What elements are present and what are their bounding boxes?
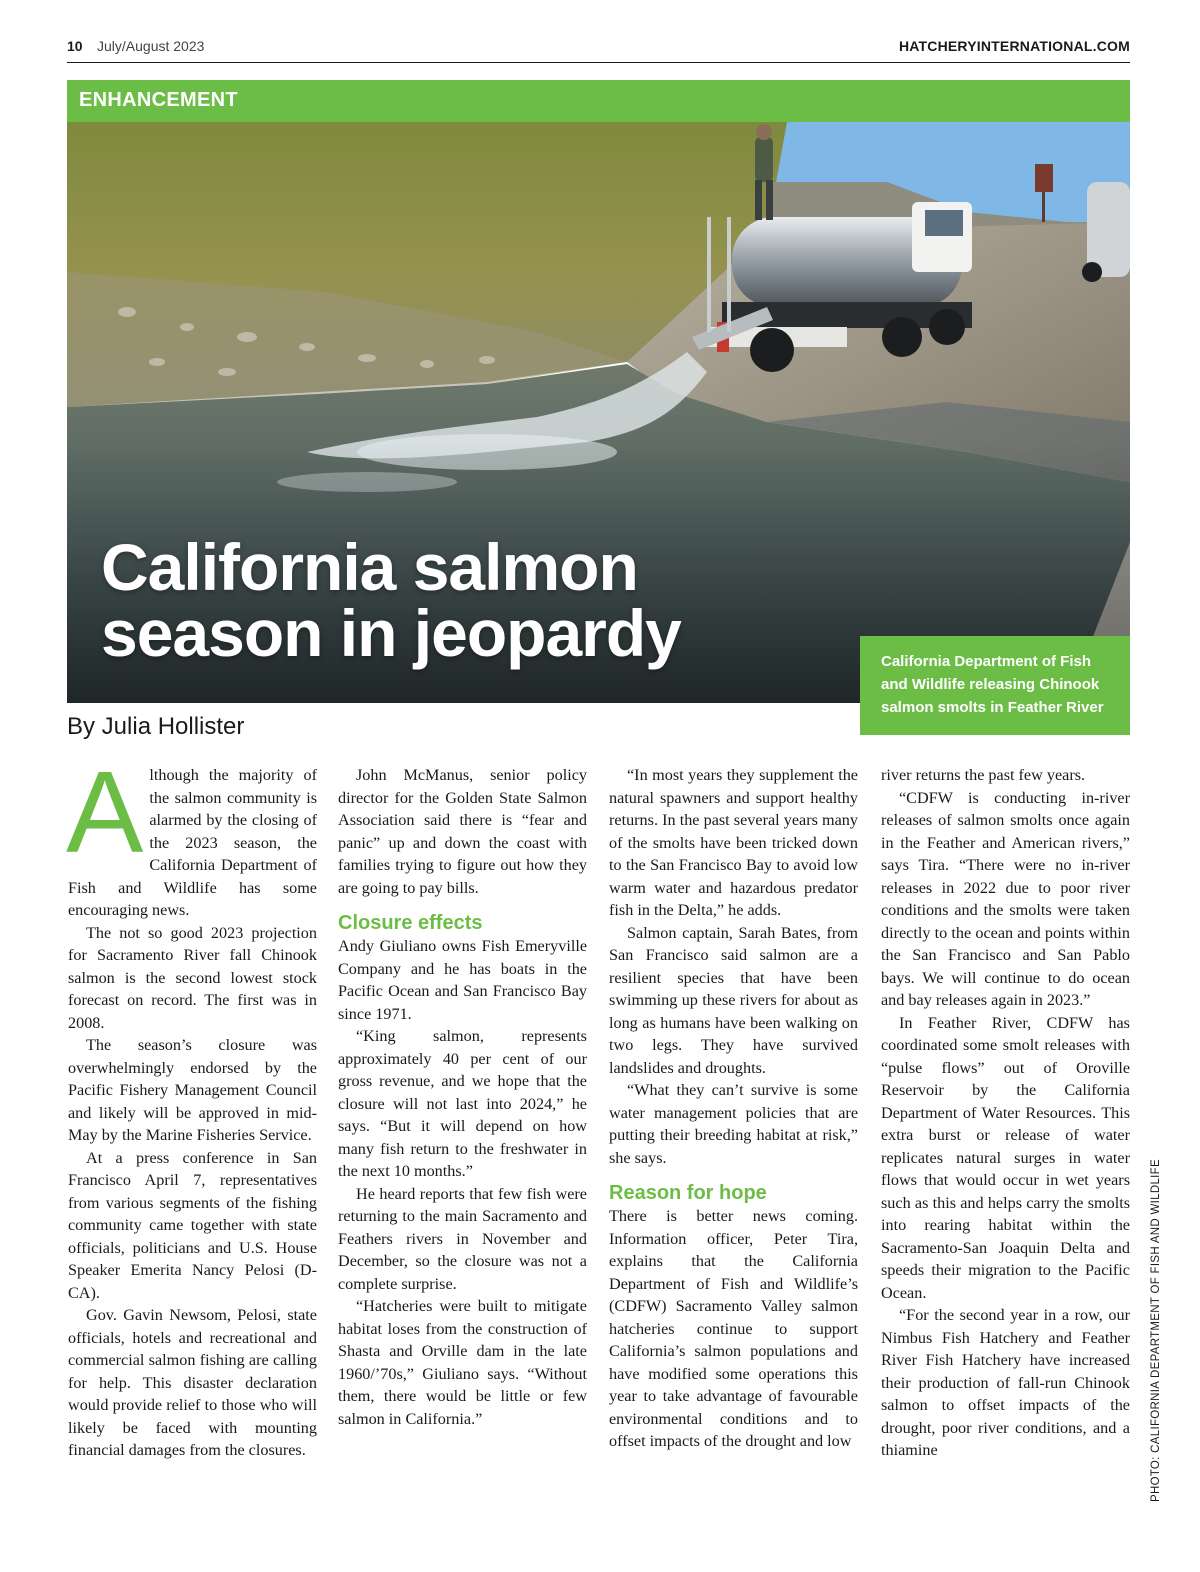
article-column-4: [881, 764, 1130, 1462]
article-column-3: [609, 764, 858, 1453]
section-label: ENHANCEMENT: [79, 89, 238, 111]
paragraph: “In most years they supplement the natural spawners and support healthy returns. In the past several years many of the smolts have been tricked down to the San Francisco Bay to avoid low warm water and hazardous predator fish in the Delta,” he adds.: [609, 766, 858, 919]
page-number: 10: [67, 38, 83, 54]
paragraph: river returns the past few years.: [881, 766, 1086, 784]
paragraph: “Hatcheries were built to mitigate habitat loses from the construction of Shasta and Orville dam in the late 1960/’70s,” Giuliano says. “Without them, there would be little or few salmon in California.”: [338, 1297, 587, 1428]
paragraph: “CDFW is conducting in-river releases of salmon smolts once again in the Feather and American rivers,” says Tira. “There were no in-river releases in 2022 due to poor river conditions and the smolts were taken directly to the ocean and points within the San Francisco and San Pablo bays. We will continue to do ocean and bay releases again in 2023.”: [881, 788, 1130, 1009]
paragraph: Andy Giuliano owns Fish Emeryville Company and he has boats in the Pacific Ocean and San Francisco Bay since 1971.: [338, 937, 587, 1023]
article-column-1: [66, 747, 317, 1462]
subhead-reason-for-hope: Reason for hope: [609, 1182, 767, 1204]
headline: [101, 530, 721, 670]
paragraph: “For the second year in a row, our Nimbus Fish Hatchery and Feather River Fish Hatchery have increased their production of fall-run Chinook salmon to offset impacts of the drought, poor river conditions, and a thiamine: [881, 1306, 1130, 1459]
photo-caption: California Department of Fish and Wildlife releasing Chinook salmon smolts in Feather River: [860, 636, 1130, 735]
paragraph: He heard reports that few fish were returning to the main Sacramento and Feathers rivers in November and December, so the closure was not a complete surprise.: [338, 1184, 587, 1293]
paragraph: The not so good 2023 projection for Sacramento River fall Chinook salmon is the second lowest stock forecast on record. The first was in 2008.: [68, 923, 317, 1032]
section-band: [67, 80, 1130, 122]
paragraph: Although the majority of the salmon community is alarmed by the closing of the 2023 season, the California Department of Fish and Wildlife has some encouraging news.: [66, 747, 317, 919]
paragraph: In Feather River, CDFW has coordinated some smolt releases with “pulse flows” out of Oroville Reservoir by the California Department of Water Resources. This extra burst or release of water replicates natural surges in water flows that would occur in wet years such as this and helps carry the smolts into rearing habitat within the Sacramento-San Joaquin Delta and speeds their migration to the Pacific Ocean.: [881, 1013, 1130, 1302]
paragraph: There is better news coming. Information officer, Peter Tira, explains that the California Department of Fish and Wildlife’s (CDFW) Sacramento Valley salmon hatcheries continue to support California’s salmon populations and have modified some operations this year to take advantage of favourable environmental conditions and to offset impacts of the drought and low: [609, 1207, 858, 1450]
drop-cap: A: [66, 747, 144, 877]
paragraph: The season’s closure was overwhelmingly endorsed by the Pacific Fishery Management Council and likely will be approved in mid-May by the Marine Fisheries Service.: [68, 1036, 317, 1144]
running-header: [67, 36, 1130, 63]
paragraph: “What they can’t survive is some water management policies that are putting their breeding habitat at risk,” she says.: [609, 1081, 858, 1167]
paragraph: “King salmon, represents approximately 40 per cent of our gross revenue, and we hope that the closure will not last into 2024,” he says. “But it will depend on how many fish return to the freshwater in the next 10 months.”: [338, 1027, 587, 1180]
byline: By Julia Hollister: [67, 713, 245, 740]
paragraph: Gov. Gavin Newsom, Pelosi, state officials, hotels and recreational and commercial salmon fishing are calling for help. This disaster declaration would provide relief to those who will likely be faced with mounting financial damages from the closures.: [68, 1306, 317, 1459]
paragraph: John McManus, senior policy director for the Golden State Salmon Association said there is “fear and panic” up and down the coast with families trying to figure out how they are going to pay bills.: [338, 766, 587, 897]
site-url: HATCHERYINTERNATIONAL.COM: [898, 38, 1130, 54]
hero-photo: [67, 122, 1130, 703]
subhead-closure-effects: Closure effects: [338, 912, 483, 934]
article-column-2: [338, 764, 587, 1430]
paragraph: At a press conference in San Francisco April 7, representatives from various segments of the fishing community came together with state officials, politicians and U.S. House Speaker Emerita Nancy Pelosi (D-CA).: [68, 1148, 317, 1302]
paragraph: Salmon captain, Sarah Bates, from San Francisco said salmon are a resilient species that have been swimming up these rivers for about as long as humans have been walking on two legs. They have survived landslides and droughts.: [609, 923, 858, 1077]
headline-line-1: California salmon: [101, 530, 638, 604]
headline-line-2: season in jeopardy: [101, 596, 681, 670]
photo-credit: PHOTO: CALIFORNIA DEPARTMENT OF FISH AND WILDLIFE: [1150, 1159, 1162, 1502]
issue-date: July/August 2023: [97, 38, 205, 54]
